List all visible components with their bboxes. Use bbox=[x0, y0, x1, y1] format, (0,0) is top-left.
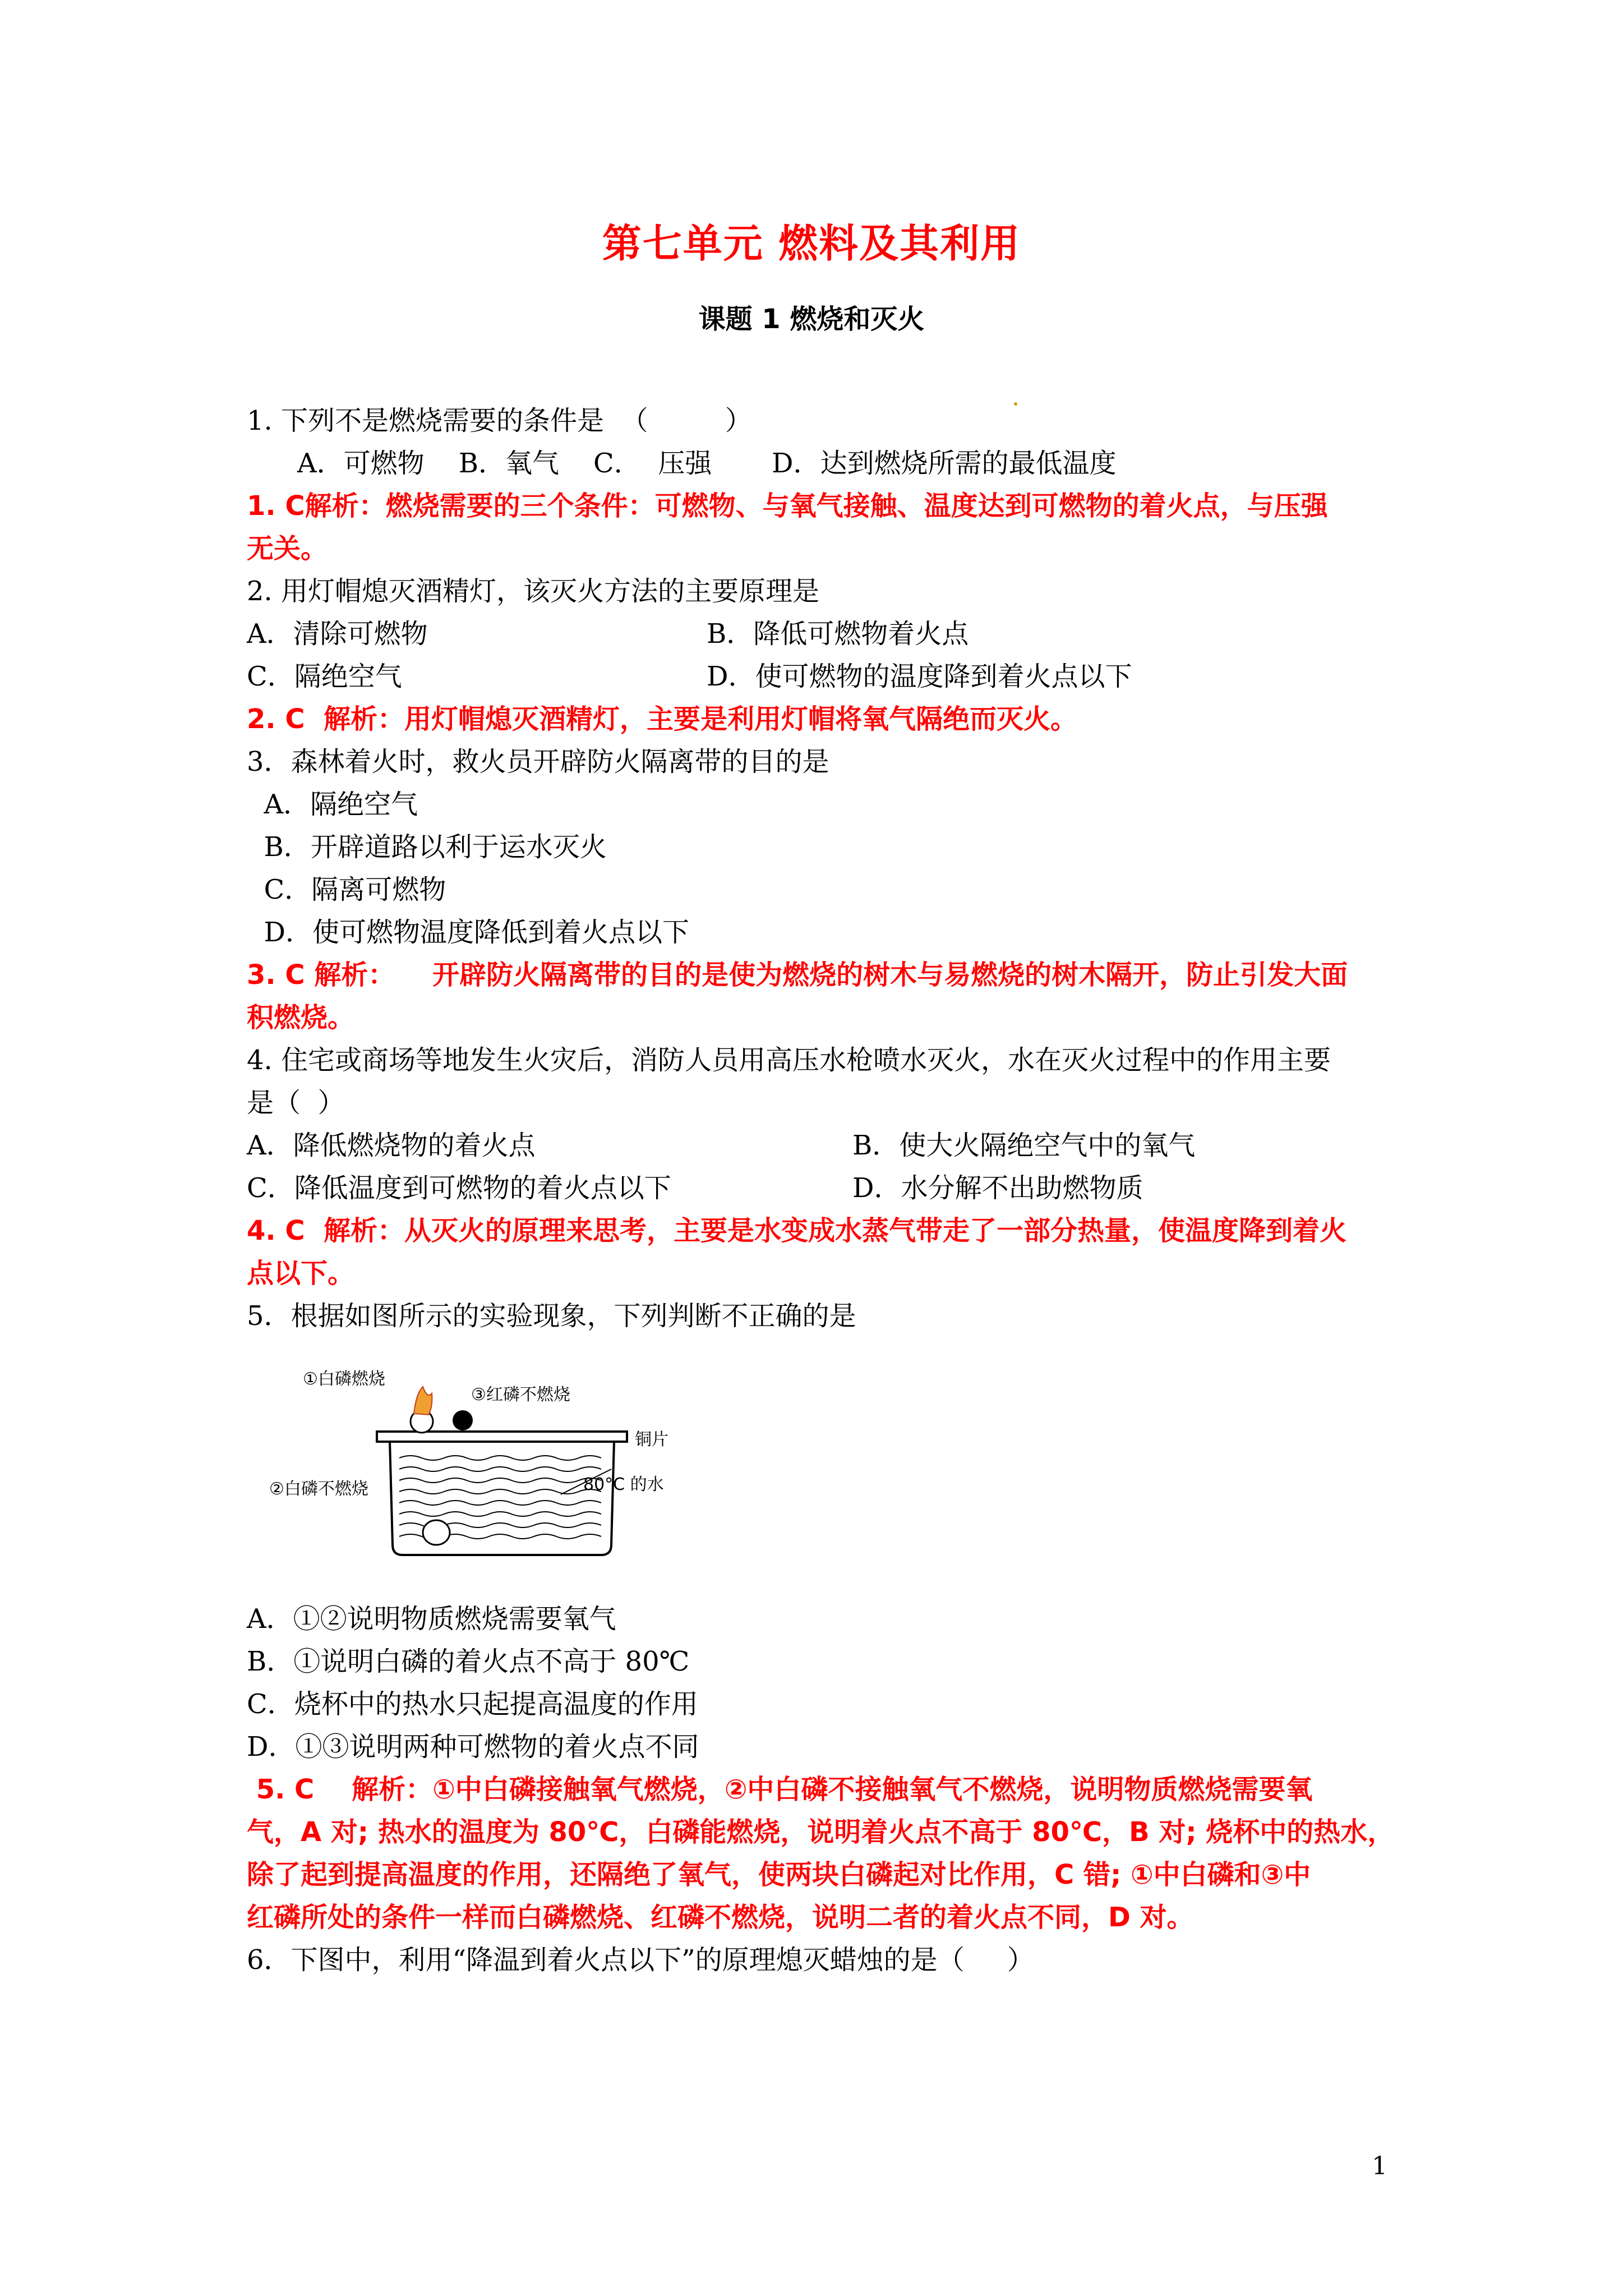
question-4-stem-line-1: 4. 住宅或商场等地发生火灾后，消防人员用高压水枪喷水灭火，水在灭火过程中的作用主要 bbox=[247, 1045, 1331, 1076]
question-3-option-c: C．隔离可燃物 bbox=[247, 874, 446, 905]
question-3-option-d: D．使可燃物温度降低到着火点以下 bbox=[247, 917, 690, 948]
question-3-answer-line-1: 3. C 解析： 开辟防火隔离带的目的是使为燃烧的树木与易燃烧的树木隔开，防止引发大面 bbox=[247, 959, 1348, 991]
question-4-answer-line-1: 4. C 解析：从灭火的原理来思考，主要是水变成水蒸气带走了一部分热量，使温度降到着火 bbox=[247, 1215, 1347, 1246]
question-4-option-c: C．降低温度到可燃物的着火点以下 bbox=[247, 1172, 671, 1204]
question-5-answer-line-4: 红磷所处的条件一样而白磷燃烧、红磷不燃烧，说明二者的着火点不同，D 对。 bbox=[247, 1902, 1194, 1933]
question-2-option-a: A．清除可燃物 bbox=[247, 618, 428, 650]
question-5-answer-line-3: 除了起到提高温度的作用，还隔绝了氧气，使两块白磷起对比作用，C 错; ①中白磷和③中 bbox=[247, 1859, 1311, 1890]
question-4-option-a: A．降低燃烧物的着火点 bbox=[247, 1130, 536, 1161]
label-red-phosphorus-not-burning: ③红磷不燃烧 bbox=[471, 1385, 570, 1405]
label-white-phosphorus-burning: ①白磷燃烧 bbox=[303, 1369, 385, 1389]
red-phosphorus bbox=[453, 1410, 473, 1430]
question-1-answer-line-2: 无关。 bbox=[247, 533, 328, 564]
question-3-stem: 3．森林着火时，救火员开辟防火隔离带的目的是 bbox=[247, 746, 829, 777]
question-6-stem: 6．下图中，利用“降温到着火点以下”的原理熄灭蜡烛的是（ ） bbox=[247, 1944, 1034, 1976]
flame-icon bbox=[414, 1387, 432, 1415]
question-2-option-b: B．降低可燃物着火点 bbox=[707, 618, 969, 650]
question-5-option-d: D．①③说明两种可燃物的着火点不同 bbox=[247, 1731, 699, 1763]
question-2-option-d: D．使可燃物的温度降到着火点以下 bbox=[707, 661, 1132, 692]
question-3-answer-line-2: 积燃烧。 bbox=[247, 1002, 355, 1033]
question-1-answer-line-1: 1. C解析：燃烧需要的三个条件：可燃物、与氧气接触、温度达到可燃物的着火点，与压强 bbox=[247, 490, 1328, 522]
page-title: 第七单元 燃料及其利用 bbox=[602, 220, 1021, 266]
question-4-option-d: D．水分解不出助燃物质 bbox=[852, 1172, 1144, 1204]
stray-dot-mark bbox=[1014, 402, 1017, 406]
question-5-answer-line-2: 气，A 对; 热水的温度为 80℃，白磷能燃烧，说明着火点不高于 80℃，B 对; 烧杯中的热水， bbox=[247, 1816, 1395, 1848]
question-1-options: A．可燃物 B．氧气 C． 压强 D．达到燃烧所需的最低温度 bbox=[297, 448, 1117, 479]
copper-plate bbox=[377, 1432, 627, 1442]
page-subtitle: 课题 1 燃烧和灭火 bbox=[698, 303, 925, 335]
page-number: 1 bbox=[1372, 2152, 1387, 2180]
question-5-stem: 5．根据如图所示的实验现象，下列判断不正确的是 bbox=[247, 1300, 856, 1332]
question-5-option-c: C．烧杯中的热水只起提高温度的作用 bbox=[247, 1688, 698, 1720]
question-5-option-b: B．①说明白磷的着火点不高于 80℃ bbox=[247, 1646, 690, 1677]
label-white-phosphorus-not-burning: ②白磷不燃烧 bbox=[269, 1479, 368, 1499]
question-3-option-b: B．开辟道路以利于运水灭火 bbox=[247, 831, 607, 863]
question-5-option-a: A．①②说明物质燃烧需要氧气 bbox=[247, 1603, 616, 1635]
question-3-option-a: A．隔绝空气 bbox=[247, 789, 418, 820]
label-hot-water: 80°C 的水 bbox=[583, 1475, 664, 1494]
white-phosphorus-underwater bbox=[423, 1520, 450, 1545]
label-copper-plate: 铜片 bbox=[635, 1430, 668, 1450]
question-2-option-c: C．隔绝空气 bbox=[247, 661, 402, 692]
question-4-option-b: B．使大火隔绝空气中的氧气 bbox=[852, 1130, 1196, 1161]
phosphorus-experiment-figure bbox=[269, 1360, 668, 1584]
question-2-answer: 2. C 解析：用灯帽熄灭酒精灯，主要是利用灯帽将氧气隔绝而灭火。 bbox=[247, 703, 1077, 735]
question-5-answer-line-1: 5. C 解析：①中白磷接触氧气燃烧，②中白磷不接触氧气不燃烧，说明物质燃烧需要氧 bbox=[247, 1774, 1313, 1805]
question-4-answer-line-2: 点以下。 bbox=[247, 1258, 355, 1289]
question-1-stem: 1. 下列不是燃烧需要的条件是 （ ） bbox=[247, 405, 752, 436]
question-2-stem: 2. 用灯帽熄灭酒精灯，该灭火方法的主要原理是 bbox=[247, 576, 820, 607]
question-4-stem-line-2: 是（ ） bbox=[247, 1087, 345, 1119]
